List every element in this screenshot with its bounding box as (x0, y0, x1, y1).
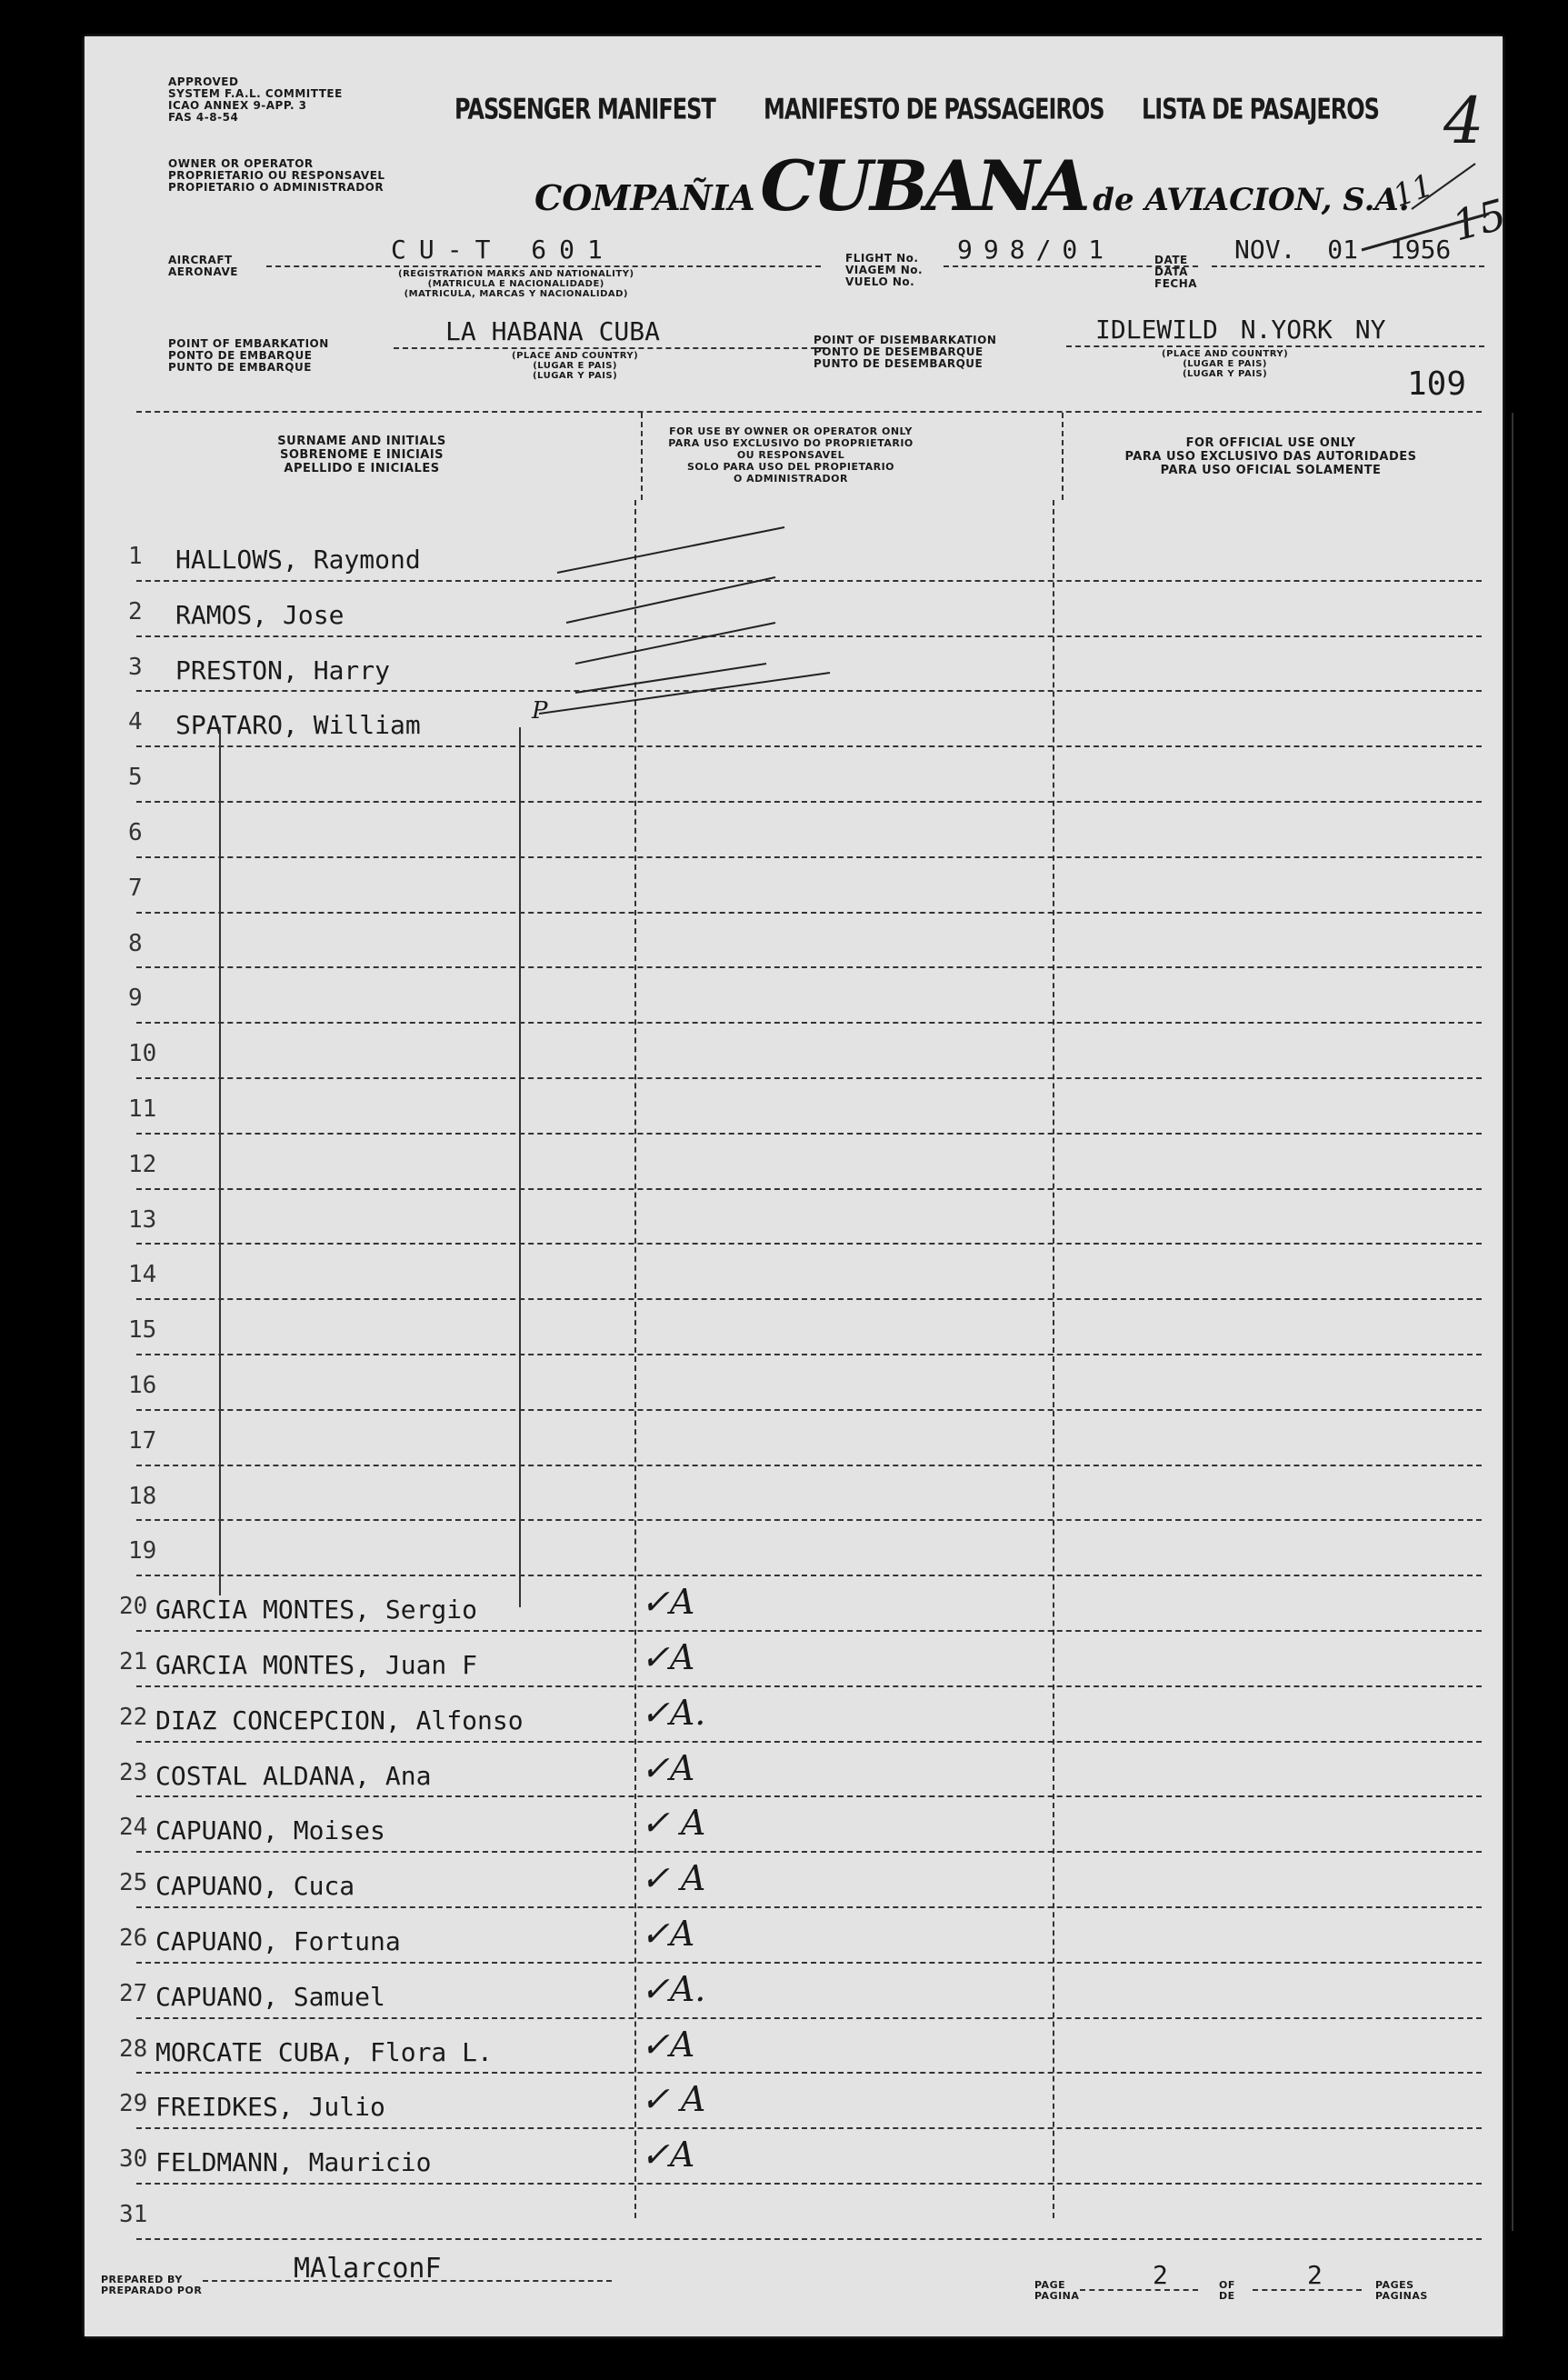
table-row (85, 2201, 1503, 2256)
row-number: 6 (128, 819, 143, 846)
row-number: 1 (128, 543, 143, 570)
disembarkation-label-es: PUNTO DE DESEMBARQUE (814, 357, 984, 370)
right-border (1512, 413, 1513, 2231)
passenger-name: RAMOS, Jose (175, 599, 345, 630)
approval-block (168, 76, 343, 124)
row-number: 10 (128, 1040, 157, 1068)
table-row (85, 985, 1503, 1040)
col-owner-line: SOLO PARA USO DEL PROPIETARIO (686, 461, 895, 473)
of-label (1219, 2280, 1235, 2302)
aircraft-value: CU-T 601 (391, 235, 615, 265)
date-label-es: FECHA (1154, 277, 1198, 290)
column-header-names (235, 435, 489, 475)
corner-mark-top: 4 (1443, 84, 1484, 158)
bracket-right (519, 727, 521, 1607)
row-rule (136, 912, 1482, 914)
row-rule (136, 1077, 1482, 1079)
table-row (85, 1537, 1503, 1593)
col-owner-line: O ADMINISTRADOR (733, 473, 849, 485)
col-official-line: PARA USO EXCLUSIVO DAS AUTORIDADES (1124, 450, 1417, 464)
owner-check-mark: ✓A (641, 1914, 695, 1954)
company-main: CUBANA (760, 145, 1088, 226)
row-rule (136, 1519, 1482, 1521)
table-row (85, 819, 1503, 875)
disembarkation-sub-line: (PLACE AND COUNTRY) (1162, 349, 1289, 359)
row-rule (136, 1354, 1482, 1355)
table-row (85, 2135, 1503, 2201)
date-label-en: DATE (1154, 254, 1188, 266)
prepared-label-es: PREPARADO POR (101, 2285, 203, 2296)
passenger-name: FREIDKES, Julio (155, 2092, 385, 2123)
corner-mark-bottom: 15 (1447, 189, 1512, 251)
passenger-name: CAPUANO, Cuca (155, 1871, 355, 1902)
owner-check-mark: ✓ A (641, 1858, 706, 1899)
col-names-es: APELLIDO E INICIALES (284, 462, 440, 475)
disembarkation-label-pt: PONTO DE DESEMBARQUE (814, 345, 984, 358)
row-rule (136, 2072, 1482, 2074)
row-number: 17 (128, 1426, 157, 1455)
passenger-name: MORCATE CUBA, Flora L. (155, 2036, 493, 2067)
company-prefix: COMPAÑIA (534, 177, 755, 218)
embarkation-sub-line: (LUGAR E PAIS) (533, 361, 617, 371)
row-number: 14 (128, 1261, 157, 1289)
page-underline (1080, 2289, 1198, 2291)
aircraft-underline (266, 265, 821, 267)
row-number: 25 (119, 1869, 148, 1897)
aircraft-label-en: AIRCRAFT (168, 254, 233, 266)
row-rule (136, 1243, 1482, 1245)
row-number: 26 (119, 1925, 148, 1952)
pages-label (1375, 2280, 1428, 2302)
owner-operator-label (168, 158, 385, 194)
table-row (85, 1803, 1503, 1869)
owner-line: PROPIETARIO O ADMINISTRADOR (168, 181, 385, 194)
row-number: 30 (119, 2145, 148, 2174)
table-row (85, 1095, 1503, 1151)
row-number: 20 (119, 1593, 148, 1621)
company-suffix: de AVIACION, S.A. (1093, 182, 1410, 218)
approval-line: ICAO ANNEX 9-APP. 3 (168, 99, 307, 112)
row-number: 16 (128, 1372, 157, 1399)
embarkation-value: LA HABANA CUBA (445, 316, 661, 346)
owner-check-mark: ✓A (641, 2024, 695, 2065)
of-underline (1253, 2289, 1362, 2291)
pages-label-es: PAGINAS (1375, 2290, 1428, 2302)
row-number: 18 (128, 1482, 157, 1510)
row-rule (136, 1851, 1482, 1853)
flight-label-pt: VIAGEM No. (845, 264, 924, 276)
col-official-line: PARA USO OFICIAL SOLAMENTE (1160, 464, 1382, 477)
row-rule (136, 2127, 1482, 2129)
aircraft-label (168, 255, 238, 278)
row-number: 2 (128, 597, 143, 625)
title-spanish: LISTA DE PASAJEROS (1142, 93, 1379, 126)
column-header-owner (641, 425, 941, 485)
prepared-label-en: PREPARED BY (101, 2274, 183, 2285)
owner-check-mark: ✓A. (641, 1692, 706, 1733)
date-value: NOV. 01 1956 (1234, 235, 1452, 265)
column-header-official (1080, 436, 1462, 477)
embarkation-sub-line: (LUGAR Y PAIS) (532, 371, 618, 381)
passenger-name: CAPUANO, Samuel (155, 1981, 385, 2012)
row-rule (136, 1962, 1482, 1964)
row-rule (136, 2238, 1482, 2240)
table-row (85, 875, 1503, 930)
row-number: 21 (119, 1648, 148, 1675)
divider-head-2 (1062, 413, 1064, 500)
row-rule (136, 2017, 1482, 2019)
row-number: 27 (119, 1979, 148, 2007)
header-rule (136, 411, 1482, 413)
approval-line: APPROVED (168, 75, 239, 88)
row-number: 24 (119, 1814, 148, 1842)
table-row (85, 1637, 1503, 1704)
row-rule (136, 1409, 1482, 1411)
table-row (85, 1151, 1503, 1206)
row-rule (136, 1022, 1482, 1024)
date-label-pt: DATA (1154, 265, 1188, 278)
row-rule (136, 801, 1482, 803)
owner-check-mark: ✓A. (641, 1968, 706, 2009)
owner-check-mark: ✓ A (641, 2079, 706, 2120)
row-number: 29 (119, 2090, 148, 2118)
aircraft-sub-line: (MATRICULA, MARCAS Y NACIONALIDAD) (404, 289, 628, 299)
bracket-left (219, 727, 221, 1595)
col-names-en: SURNAME AND INITIALS (277, 435, 446, 448)
row-number: 13 (128, 1205, 157, 1234)
row-number: 11 (128, 1095, 157, 1123)
disembarkation-underline (1066, 345, 1484, 347)
flight-label-en: FLIGHT No. (845, 252, 919, 265)
company-logo (534, 145, 1410, 226)
passenger-name: GARCIA MONTES, Sergio (155, 1595, 478, 1625)
row-number: 15 (128, 1316, 157, 1345)
row-number: 28 (119, 2035, 148, 2063)
row-number: 9 (128, 985, 143, 1013)
page-label-en: PAGE (1034, 2279, 1066, 2291)
col-owner-line: OU RESPONSAVEL (736, 449, 845, 461)
row-number: 19 (128, 1537, 157, 1565)
page-label (1034, 2280, 1079, 2302)
disembarkation-label (814, 335, 996, 370)
owner-check-mark: ✓A (641, 1637, 695, 1677)
row-number: 3 (128, 653, 143, 681)
embarkation-sub (512, 351, 638, 381)
owner-line: PROPRIETARIO OU RESPONSAVEL (168, 169, 385, 182)
table-row (85, 1427, 1503, 1483)
aircraft-sub-line: (MATRICULA E NACIONALIDADE) (427, 279, 604, 289)
flight-value: 998/01 (957, 235, 1115, 265)
disembarkation-sub-line: (LUGAR E PAIS) (1183, 359, 1267, 369)
row-rule (136, 2183, 1482, 2185)
row-rule (136, 1685, 1482, 1687)
flight-label-es: VUELO No. (845, 275, 915, 288)
manifest-sheet (85, 36, 1512, 2336)
row-rule (136, 1795, 1482, 1797)
row-number: 5 (128, 764, 143, 792)
owner-line: OWNER OR OPERATOR (168, 157, 314, 170)
aircraft-sub (398, 269, 634, 299)
date-underline (1212, 265, 1484, 267)
table-row (85, 1692, 1503, 1759)
passenger-name: CAPUANO, Moises (155, 1815, 385, 1846)
of-value: 2 (1307, 2260, 1323, 2290)
embarkation-label-es: PUNTO DE EMBARQUE (168, 361, 312, 374)
table-row (85, 1858, 1503, 1925)
passenger-name: PRESTON, Harry (175, 655, 391, 685)
row-rule (136, 1741, 1482, 1743)
row-rule (136, 1575, 1482, 1576)
aircraft-label-pt: AERONAVE (168, 265, 238, 278)
row-rule (136, 1906, 1482, 1908)
row-number: 31 (119, 2201, 148, 2228)
page-number-stamp: 109 (1407, 365, 1467, 403)
passenger-name: DIAZ CONCEPCION, Alfonso (155, 1705, 524, 1735)
title-portuguese: MANIFESTO DE PASSAGEIROS (764, 93, 1104, 126)
table-row (85, 1914, 1503, 1980)
aircraft-sub-line: (REGISTRATION MARKS AND NATIONALITY) (398, 269, 634, 279)
table-row (85, 1372, 1503, 1427)
owner-check-mark: ✓A (641, 1582, 695, 1623)
row-rule (136, 1630, 1482, 1632)
date-label (1154, 255, 1197, 290)
passenger-name: HALLOWS, Raymond (175, 545, 421, 575)
embarkation-sub-line: (PLACE AND COUNTRY) (512, 351, 639, 361)
row-rule (136, 1465, 1482, 1466)
embarkation-label-en: POINT OF EMBARKATION (168, 337, 329, 350)
row-number: 4 (128, 708, 143, 736)
owner-check-mark: ✓A (641, 1747, 695, 1788)
table-row (85, 1483, 1503, 1538)
table-row (85, 2024, 1503, 2091)
row-rule (136, 1133, 1482, 1135)
row-number: 22 (119, 1703, 148, 1731)
table-row (85, 1206, 1503, 1262)
table-row (85, 1582, 1503, 1648)
cancel-strokes (539, 491, 866, 764)
title-english: PASSENGER MANIFEST (454, 93, 715, 126)
approval-line: FAS 4-8-54 (168, 111, 239, 124)
row-number: 12 (128, 1150, 157, 1178)
table-row (85, 1261, 1503, 1316)
disembarkation-sub (1162, 349, 1288, 379)
row-rule (136, 966, 1482, 968)
table-row (85, 930, 1503, 985)
page-value: 2 (1153, 2260, 1168, 2290)
corner-mark-middle: 11 (1388, 166, 1438, 215)
row-rule (136, 1188, 1482, 1190)
of-label-en: OF (1219, 2279, 1235, 2291)
passenger-name: GARCIA MONTES, Juan F (155, 1650, 478, 1680)
col-official-line: FOR OFFICIAL USE ONLY (1185, 436, 1356, 450)
page-label-es: PAGINA (1034, 2290, 1080, 2302)
divider-head-1 (641, 413, 643, 500)
disembarkation-label-en: POINT OF DISEMBARKATION (814, 334, 997, 346)
prepared-underline (203, 2280, 612, 2282)
col-owner-line: FOR USE BY OWNER OR OPERATOR ONLY (669, 425, 913, 437)
disembarkation-sub-line: (LUGAR Y PAIS) (1182, 369, 1268, 379)
owner-check-mark: ✓A (641, 2135, 695, 2175)
col-owner-line: PARA USO EXCLUSIVO DO PROPRIETARIO (668, 437, 914, 449)
flight-label (845, 253, 923, 288)
embarkation-label-pt: PONTO DE EMBARQUE (168, 349, 313, 362)
row-number: 7 (128, 874, 143, 902)
row-number: 23 (119, 1758, 148, 1786)
table-row (85, 2079, 1503, 2145)
passenger-name: CAPUANO, Fortuna (155, 1926, 401, 1956)
table-row (85, 1968, 1503, 2035)
embarkation-label (168, 338, 329, 374)
prepared-by-label (101, 2275, 202, 2296)
approval-line: SYSTEM F.A.L. COMMITTEE (168, 87, 343, 100)
owner-check-mark: P (532, 697, 548, 725)
of-label-es: DE (1219, 2290, 1235, 2302)
row-rule (136, 856, 1482, 858)
table-row (85, 1316, 1503, 1372)
row-rule (136, 1298, 1482, 1300)
passenger-name: COSTAL ALDANA, Ana (155, 1760, 432, 1791)
disembarkation-value: IDLEWILD N.YORK NY (1095, 315, 1386, 345)
table-row (85, 1040, 1503, 1095)
prepared-by-value: MAlarconF (294, 2253, 442, 2285)
embarkation-underline (394, 347, 825, 349)
owner-check-mark: ✓ A (641, 1803, 706, 1844)
table-row (85, 1747, 1503, 1815)
passenger-name: SPATARO, William (175, 710, 421, 741)
passenger-name: FELDMANN, Mauricio (155, 2147, 432, 2178)
col-names-pt: SOBRENOME E INICIAIS (279, 448, 444, 462)
table-row (85, 764, 1503, 819)
row-number: 8 (128, 929, 143, 957)
pages-label-en: PAGES (1375, 2279, 1414, 2291)
